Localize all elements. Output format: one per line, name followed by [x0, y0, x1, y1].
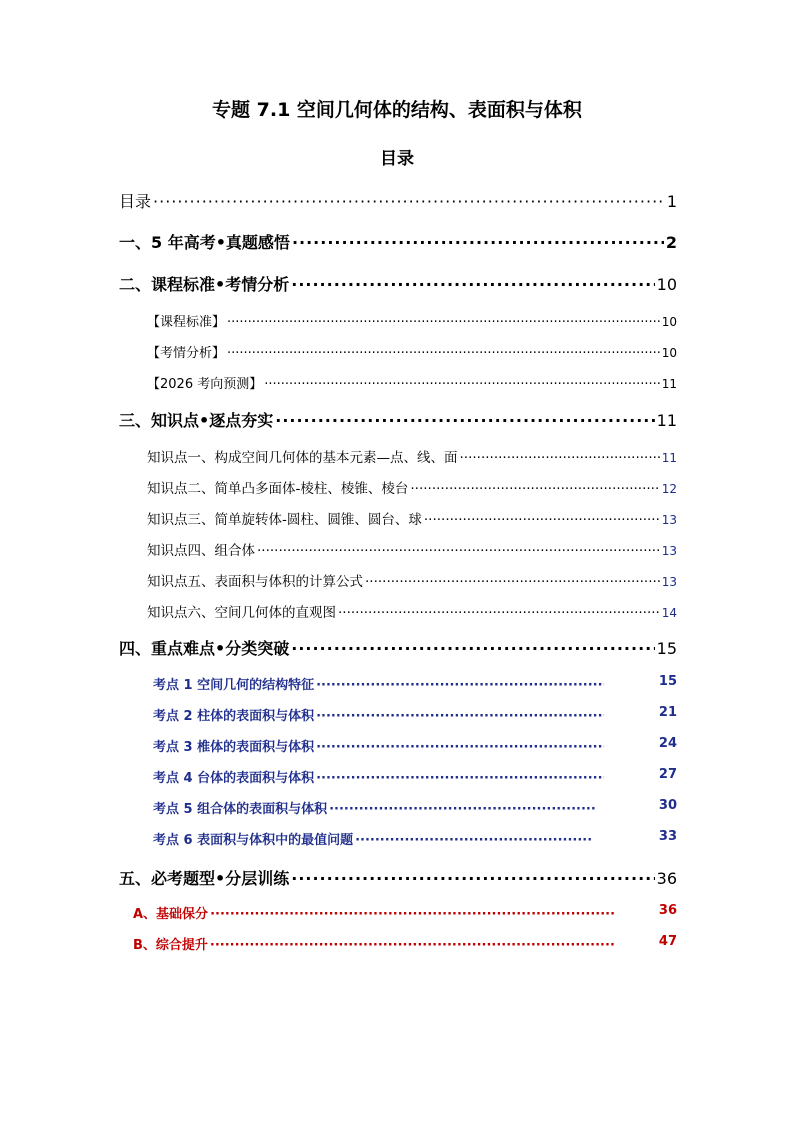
toc-entry-exam-point-1[interactable] [153, 674, 677, 693]
toc-entry-label: 考点 2 柱体的表面积与体积 [153, 709, 315, 724]
toc-entry-page: 11 [661, 451, 677, 465]
toc-leader [424, 512, 660, 528]
toc-entry-label: 知识点一、构成空间几何体的基本元素—点、线、面 [147, 450, 458, 466]
toc-entry-exam-point-4[interactable] [153, 767, 677, 786]
toc-entry-knowledge-2[interactable] [147, 477, 677, 497]
toc-entry-label: 五、必考题型•分层训练 [119, 869, 290, 888]
toc-entry-label: 二、课程标准•考情分析 [119, 275, 290, 294]
toc-entry-knowledge-6[interactable] [147, 601, 677, 621]
toc-entry-exam-point-5[interactable] [153, 798, 677, 817]
toc-entry-label: 知识点二、简单凸多面体-棱柱、棱锥、棱台 [147, 481, 409, 497]
toc-entry-exam-point-3[interactable] [153, 736, 677, 755]
toc-entry-label: 一、5 年高考•真题感悟 [119, 233, 290, 252]
toc-entry-catalog[interactable] [119, 189, 677, 212]
toc-entry-page: 36 [656, 869, 677, 888]
toc-entry-section-3[interactable] [119, 408, 677, 431]
toc-entry-page: 1 [666, 192, 677, 211]
toc-leader [291, 275, 654, 294]
toc-entry-knowledge-5[interactable] [147, 570, 677, 590]
toc-leader [338, 605, 660, 621]
toc-leader [355, 833, 591, 848]
toc-entry-section-4[interactable] [119, 636, 677, 659]
toc-entry-2026-forecast[interactable] [147, 373, 677, 392]
toc-entry-page: 12 [661, 482, 677, 496]
toc-leader [275, 411, 654, 430]
toc-entry-label: 目录 [119, 192, 152, 211]
toc-entry-label: 考点 1 空间几何的结构特征 [153, 678, 315, 693]
toc-entry-label: 考点 6 表面积与体积中的最值问题 [153, 833, 354, 848]
toc-entry-page: 11 [661, 377, 677, 391]
toc-entry-label: 三、知识点•逐点夯实 [119, 411, 274, 430]
toc-leader [227, 315, 660, 330]
toc-entry-label: 知识点五、表面积与体积的计算公式 [147, 574, 363, 590]
toc-entry-page: 10 [661, 346, 677, 360]
toc-entry-page: 36 [658, 903, 677, 918]
toc-entry-page: 13 [661, 513, 677, 527]
toc-entry-page: 33 [658, 829, 677, 844]
toc-entry-exam-point-6[interactable] [153, 829, 677, 848]
toc-entry-exam-point-2[interactable] [153, 705, 677, 724]
toc-leader [316, 771, 604, 786]
toc-entry-label: 知识点三、简单旋转体-圆柱、圆锥、圆台、球 [147, 512, 422, 528]
toc-entry-label: 考点 5 组合体的表面积与体积 [153, 802, 328, 817]
toc-entry-label: 知识点六、空间几何体的直观图 [147, 605, 336, 621]
toc-leader [316, 740, 604, 755]
toc-entry-label: 【考情分析】 [147, 346, 226, 361]
toc-entry-page: 30 [658, 798, 677, 813]
toc-entry-page: 13 [661, 544, 677, 558]
toc-entry-exam-analysis[interactable] [147, 342, 677, 361]
toc-entry-page: 11 [656, 411, 677, 430]
toc-entry-knowledge-1[interactable] [147, 446, 677, 466]
toc-leader [153, 192, 665, 211]
toc-entry-label: B、综合提升 [133, 938, 208, 953]
toc-leader [257, 543, 660, 559]
toc-entry-curriculum-standard[interactable] [147, 311, 677, 330]
toc-entry-section-5[interactable] [119, 866, 677, 889]
toc-leader [365, 574, 660, 590]
toc-leader [227, 346, 660, 361]
toc-entry-knowledge-3[interactable] [147, 508, 677, 528]
toc-entry-page: 47 [658, 934, 677, 949]
toc-leader [316, 709, 604, 724]
toc-leader [291, 639, 654, 658]
toc-entry-page: 10 [661, 315, 677, 329]
toc-leader [291, 869, 654, 888]
toc-entry-page: 24 [658, 736, 677, 751]
toc-entry-comprehensive[interactable] [133, 934, 677, 953]
toc-entry-page: 15 [656, 639, 677, 658]
toc-entry-label: 知识点四、组合体 [147, 543, 255, 559]
toc-entry-basic-score[interactable] [133, 903, 677, 922]
toc-entry-label: 四、重点难点•分类突破 [119, 639, 290, 658]
toc-entry-page: 21 [658, 705, 677, 720]
toc-leader [292, 233, 664, 252]
toc-entry-label: A、基础保分 [133, 907, 209, 922]
toc-entry-knowledge-4[interactable] [147, 539, 677, 559]
toc-entry-page: 2 [665, 233, 677, 252]
toc-entry-label: 【2026 考向预测】 [147, 377, 263, 392]
toc-entry-section-2[interactable] [119, 272, 677, 295]
toc-leader [316, 678, 604, 693]
toc-entry-label: 【课程标准】 [147, 315, 226, 330]
toc-entry-label: 考点 3 椎体的表面积与体积 [153, 740, 315, 755]
toc-entry-page: 10 [656, 275, 677, 294]
toc-entry-label: 考点 4 台体的表面积与体积 [153, 771, 315, 786]
toc-leader [410, 481, 659, 497]
toc-leader [210, 938, 614, 953]
toc-leader [329, 802, 597, 817]
toc-entry-section-1[interactable] [119, 230, 677, 253]
toc-entry-page: 14 [661, 606, 677, 620]
toc-leader [460, 450, 660, 466]
toc-leader [210, 907, 614, 922]
toc-entry-page: 27 [658, 767, 677, 782]
toc-entry-page: 13 [661, 575, 677, 589]
toc-heading: 目录 [380, 149, 414, 169]
toc-entry-page: 15 [658, 674, 677, 689]
document-title: 专题 7.1 空间几何体的结构、表面积与体积 [212, 99, 582, 121]
toc-leader [264, 377, 660, 392]
